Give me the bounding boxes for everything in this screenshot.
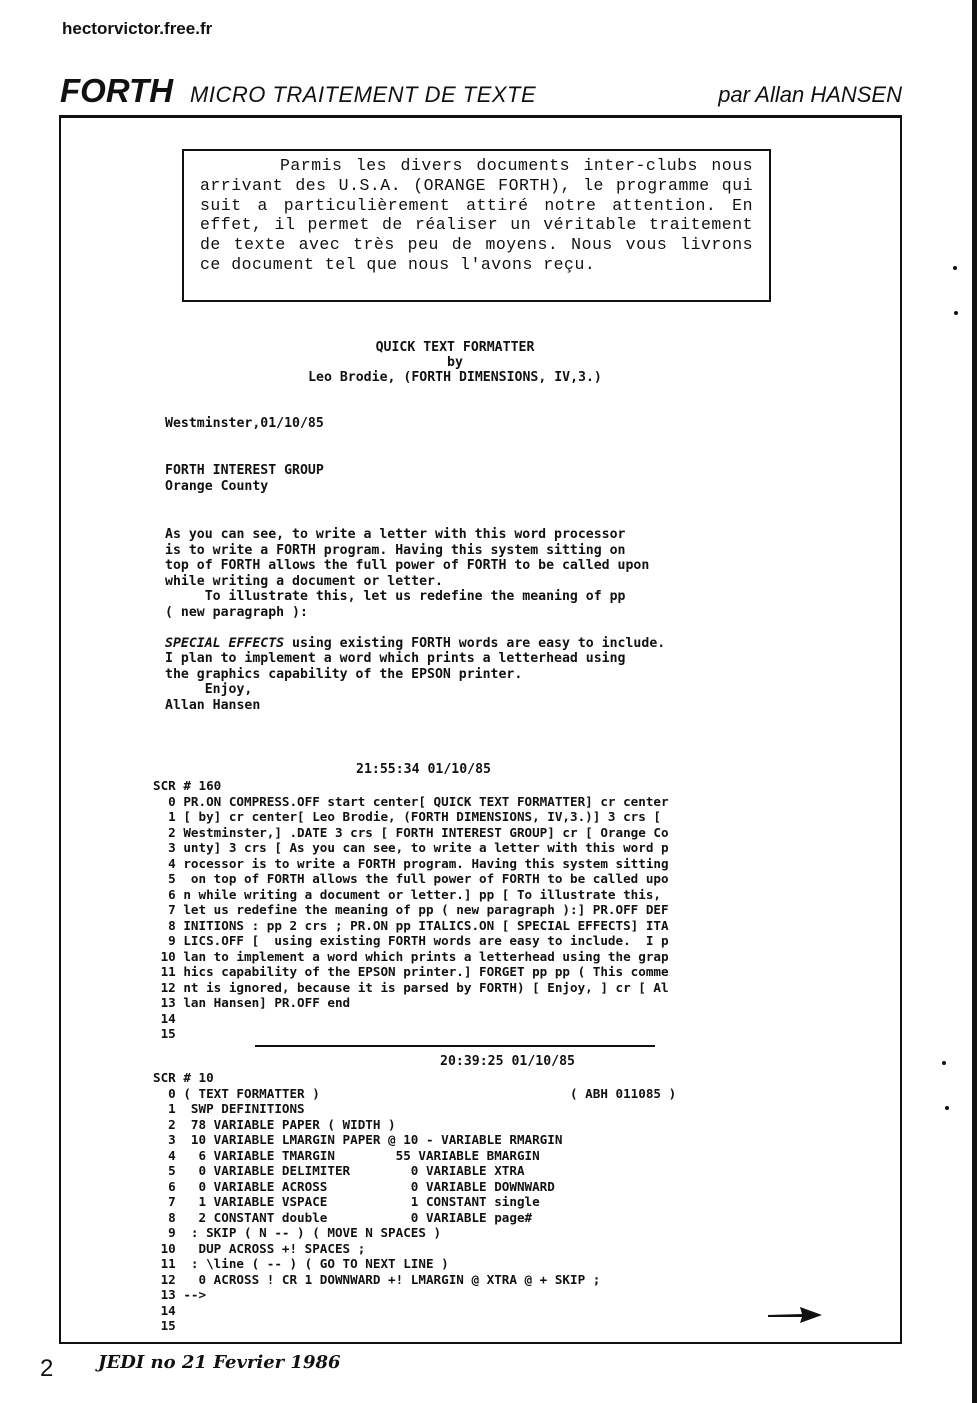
- continue-arrow-icon: [766, 1304, 824, 1326]
- screen-160-timestamp: 21:55:34 01/10/85: [356, 762, 491, 777]
- letter-recipient: FORTH INTEREST GROUP Orange County: [165, 463, 324, 494]
- title-author: par Allan HANSEN: [718, 82, 902, 107]
- title-subtitle: MICRO TRAITEMENT DE TEXTE: [190, 82, 537, 107]
- title-forth: FORTH: [60, 72, 174, 109]
- special-effects-rest: using existing FORTH words are easy to include.: [284, 636, 666, 651]
- scan-dot: [945, 1106, 949, 1110]
- scan-dot: [942, 1061, 946, 1065]
- screen-10-timestamp: 20:39:25 01/10/85: [440, 1054, 575, 1069]
- letter-body-paragraph-2: I plan to implement a word which prints a letterhead using the graphics capability of the EPSON printer. Enjoy, Allan Hansen: [165, 651, 626, 713]
- scan-edge: [972, 0, 977, 1403]
- issue-footer: JEDI no 21 Fevrier 1986: [98, 1352, 341, 1373]
- intro-text: Parmis les divers documents inter-clubs nous arrivant des U.S.A. (ORANGE FORTH), le programme qui suit a particulièrement attiré notre attention. En effet, il permet de réaliser un véritable traitement de texte avec très peu de moyens. Nous vous livrons ce document tel que nous l'avons reçu.: [200, 156, 753, 274]
- site-url: hectorvictor.free.fr: [62, 19, 213, 38]
- letter-heading: QUICK TEXT FORMATTER by Leo Brodie, (FORTH DIMENSIONS, IV,3.): [308, 340, 602, 385]
- screen-10-listing: SCR # 10 0 ( TEXT FORMATTER ) ( ABH 011085 ) 1 SWP DEFINITIONS 2 78 VARIABLE PAPER ( WIDTH ) 3 10 VARIABLE LMARGIN PAPER @ 10 - VARIABLE RMARGIN 4 6 VARIABLE TMARGIN 55 VARIABLE BMARGIN 5 0 VARIABLE DELIMITER 0 VARIABLE XTRA 6 0 VARIABLE ACROSS 0 VARIABLE DOWNWARD 7 1 VARIABLE VSPACE 1 CONSTANT single 8 2 CONSTANT double 0 VARIABLE page# 9 : SKIP ( N -- ) ( MOVE N SPACES ) 10 DUP ACROSS +! SPACES ; 11 : \line ( -- ) ( GO TO NEXT LINE ) 12 0 ACROSS ! CR 1 DOWNWARD +! LMARGIN @ XTRA @ + SKIP ; 13 --> 14 15: [153, 1070, 677, 1333]
- special-effects-italic: SPECIAL EFFECTS: [165, 636, 285, 651]
- scan-dot: [953, 266, 957, 270]
- screen-160-listing: SCR # 160 0 PR.ON COMPRESS.OFF start center[ QUICK TEXT FORMATTER] cr center 1 [ by] cr center[ Leo Brodie, (FORTH DIMENSIONS, IV,3.)] 3 crs [ 2 Westminster,] .DATE 3 crs [ FORTH INTEREST GROUP] cr [ Orange Co 3 unty] 3 crs [ As you can see, to write a letter with this word p 4 rocessor is to write a FORTH program. Having this system sitting 5 on top of FORTH allows the full power of FORTH to be called upo 6 n while writing a document or letter.] pp [ To illustrate this, 7 let us redefine the meaning of pp ( new paragraph ):] PR.OFF DEF 8 INITIONS : pp 2 crs ; PR.ON pp ITALICS.ON [ SPECIAL EFFECTS] ITA 9 LICS.OFF [ using existing FORTH words are easy to include. I p 10 lan to implement a word which prints a letterhead using the grap 11 hics capability of the EPSON printer.] FORGET pp pp ( This comme 12 nt is ignored, because it is parsed by FORTH) [ Enjoy, ] cr [ Al 13 lan Hansen] PR.OFF end 14 15: [153, 778, 669, 1041]
- letter-body-paragraph-1: As you can see, to write a letter with this word processor is to write a FORTH program. Having this system sitting on top of FORTH allows the full power of FORTH to be called upon while writing a document or letter. To illustrate this, let us redefine the meaning of pp ( new paragraph ):: [165, 527, 650, 620]
- letter-place-date: Westminster,01/10/85: [165, 416, 324, 431]
- separator-line: [255, 1045, 655, 1047]
- page-number: 2: [40, 1355, 54, 1382]
- intro-box: [182, 149, 771, 302]
- page-header: [60, 72, 902, 112]
- scan-dot: [954, 311, 958, 315]
- letter-special-effects-line: [165, 636, 665, 652]
